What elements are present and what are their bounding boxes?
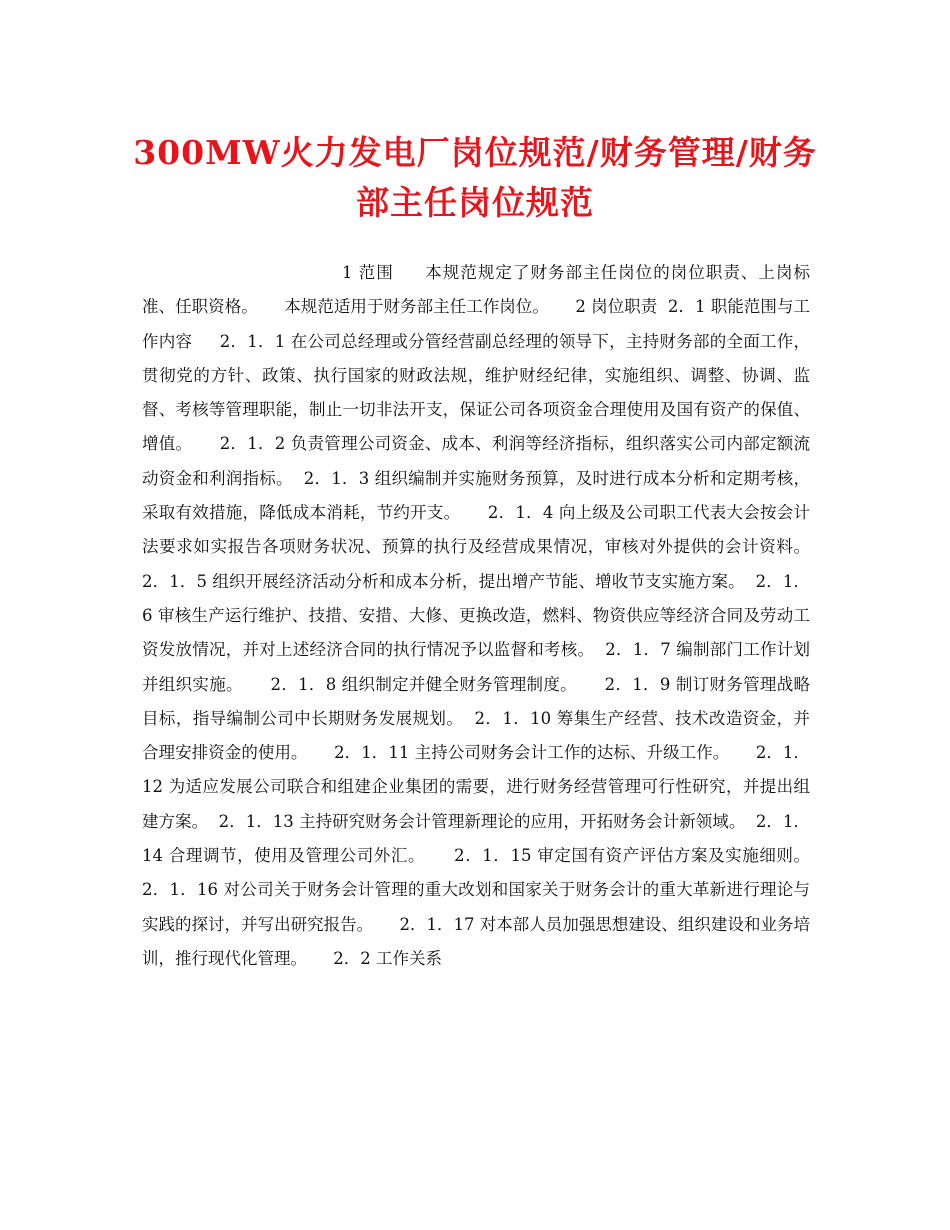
document-body (142, 256, 837, 976)
document-body-text: 1 范围 本规范规定了财务部主任岗位的岗位职责、上岗标准、任职资格。 本规范适用于财务部主任工作岗位。 2 岗位职责 2．1 职能范围与工作内容 2．1．1 在公司总经理或分管经营副总经理的领导下，主持财务部的全面工作，贯彻党的方针、政策、执行国家的财政法规，维护财经纪律，实施组织、调整、协调、监督、考核等管理职能，制止一切非法开支，保证公司各项资金合理使用及国有资产的保值、增值。 2．1．2 负责管理公司资金、成本、利润等经济指标，组织落实公司内部定额流动资金和利润指标。 2．1．3 组织编制并实施财务预算，及时进行成本分析和定期考核，采取有效措施，降低成本消耗，节约开支。 2．1．4 向上级及公司职工代表大会按会计法要求如实报告各项财务状况、预算的执行及经营成果情况，审核对外提供的会计资料。 2．1．5 组织开展经济活动分析和成本分析，提出增产节能、增收节支实施方案。 2．1．6 审核生产运行维护、技措、安措、大修、更换改造，燃料、物资供应等经济合同及劳动工资发放情况，并对上述经济合同的执行情况予以监督和考核。 2．1．7 编制部门工作计划并组织实施。 2．1．8 组织制定并健全财务管理制度。 2．1．9 制订财务管理战略目标，指导编制公司中长期财务发展规划。 2．1．10 筹集生产经营、技术改造资金，并合理安排资金的使用。 2．1．11 主持公司财务会计工作的达标、升级工作。 2．1．12 为适应发展公司联合和组建企业集团的需要，进行财务经营管理可行性研究，并提出组建方案。 2．1．13 主持研究财务会计管理新理论的应用，开拓财务会计新领域。 2．1．14 合理调节，使用及管理公司外汇。 2．1．15 审定国有资产评估方案及实施细则。 2．1．16 对公司关于财务会计管理的重大改划和国家关于财务会计的重大革新进行理论与实践的探讨，并写出研究报告。 2．1．17 对本部人员加强思想建设、组织建设和业务培训，推行现代化管理。 2．2 工作关系 (142, 263, 837, 968)
document-title-line-2: 部主任岗位规范 (356, 183, 594, 222)
document-title-line-1: 300MW火力发电厂岗位规范/财务管理/财务 (133, 133, 817, 172)
document-title (120, 128, 830, 228)
